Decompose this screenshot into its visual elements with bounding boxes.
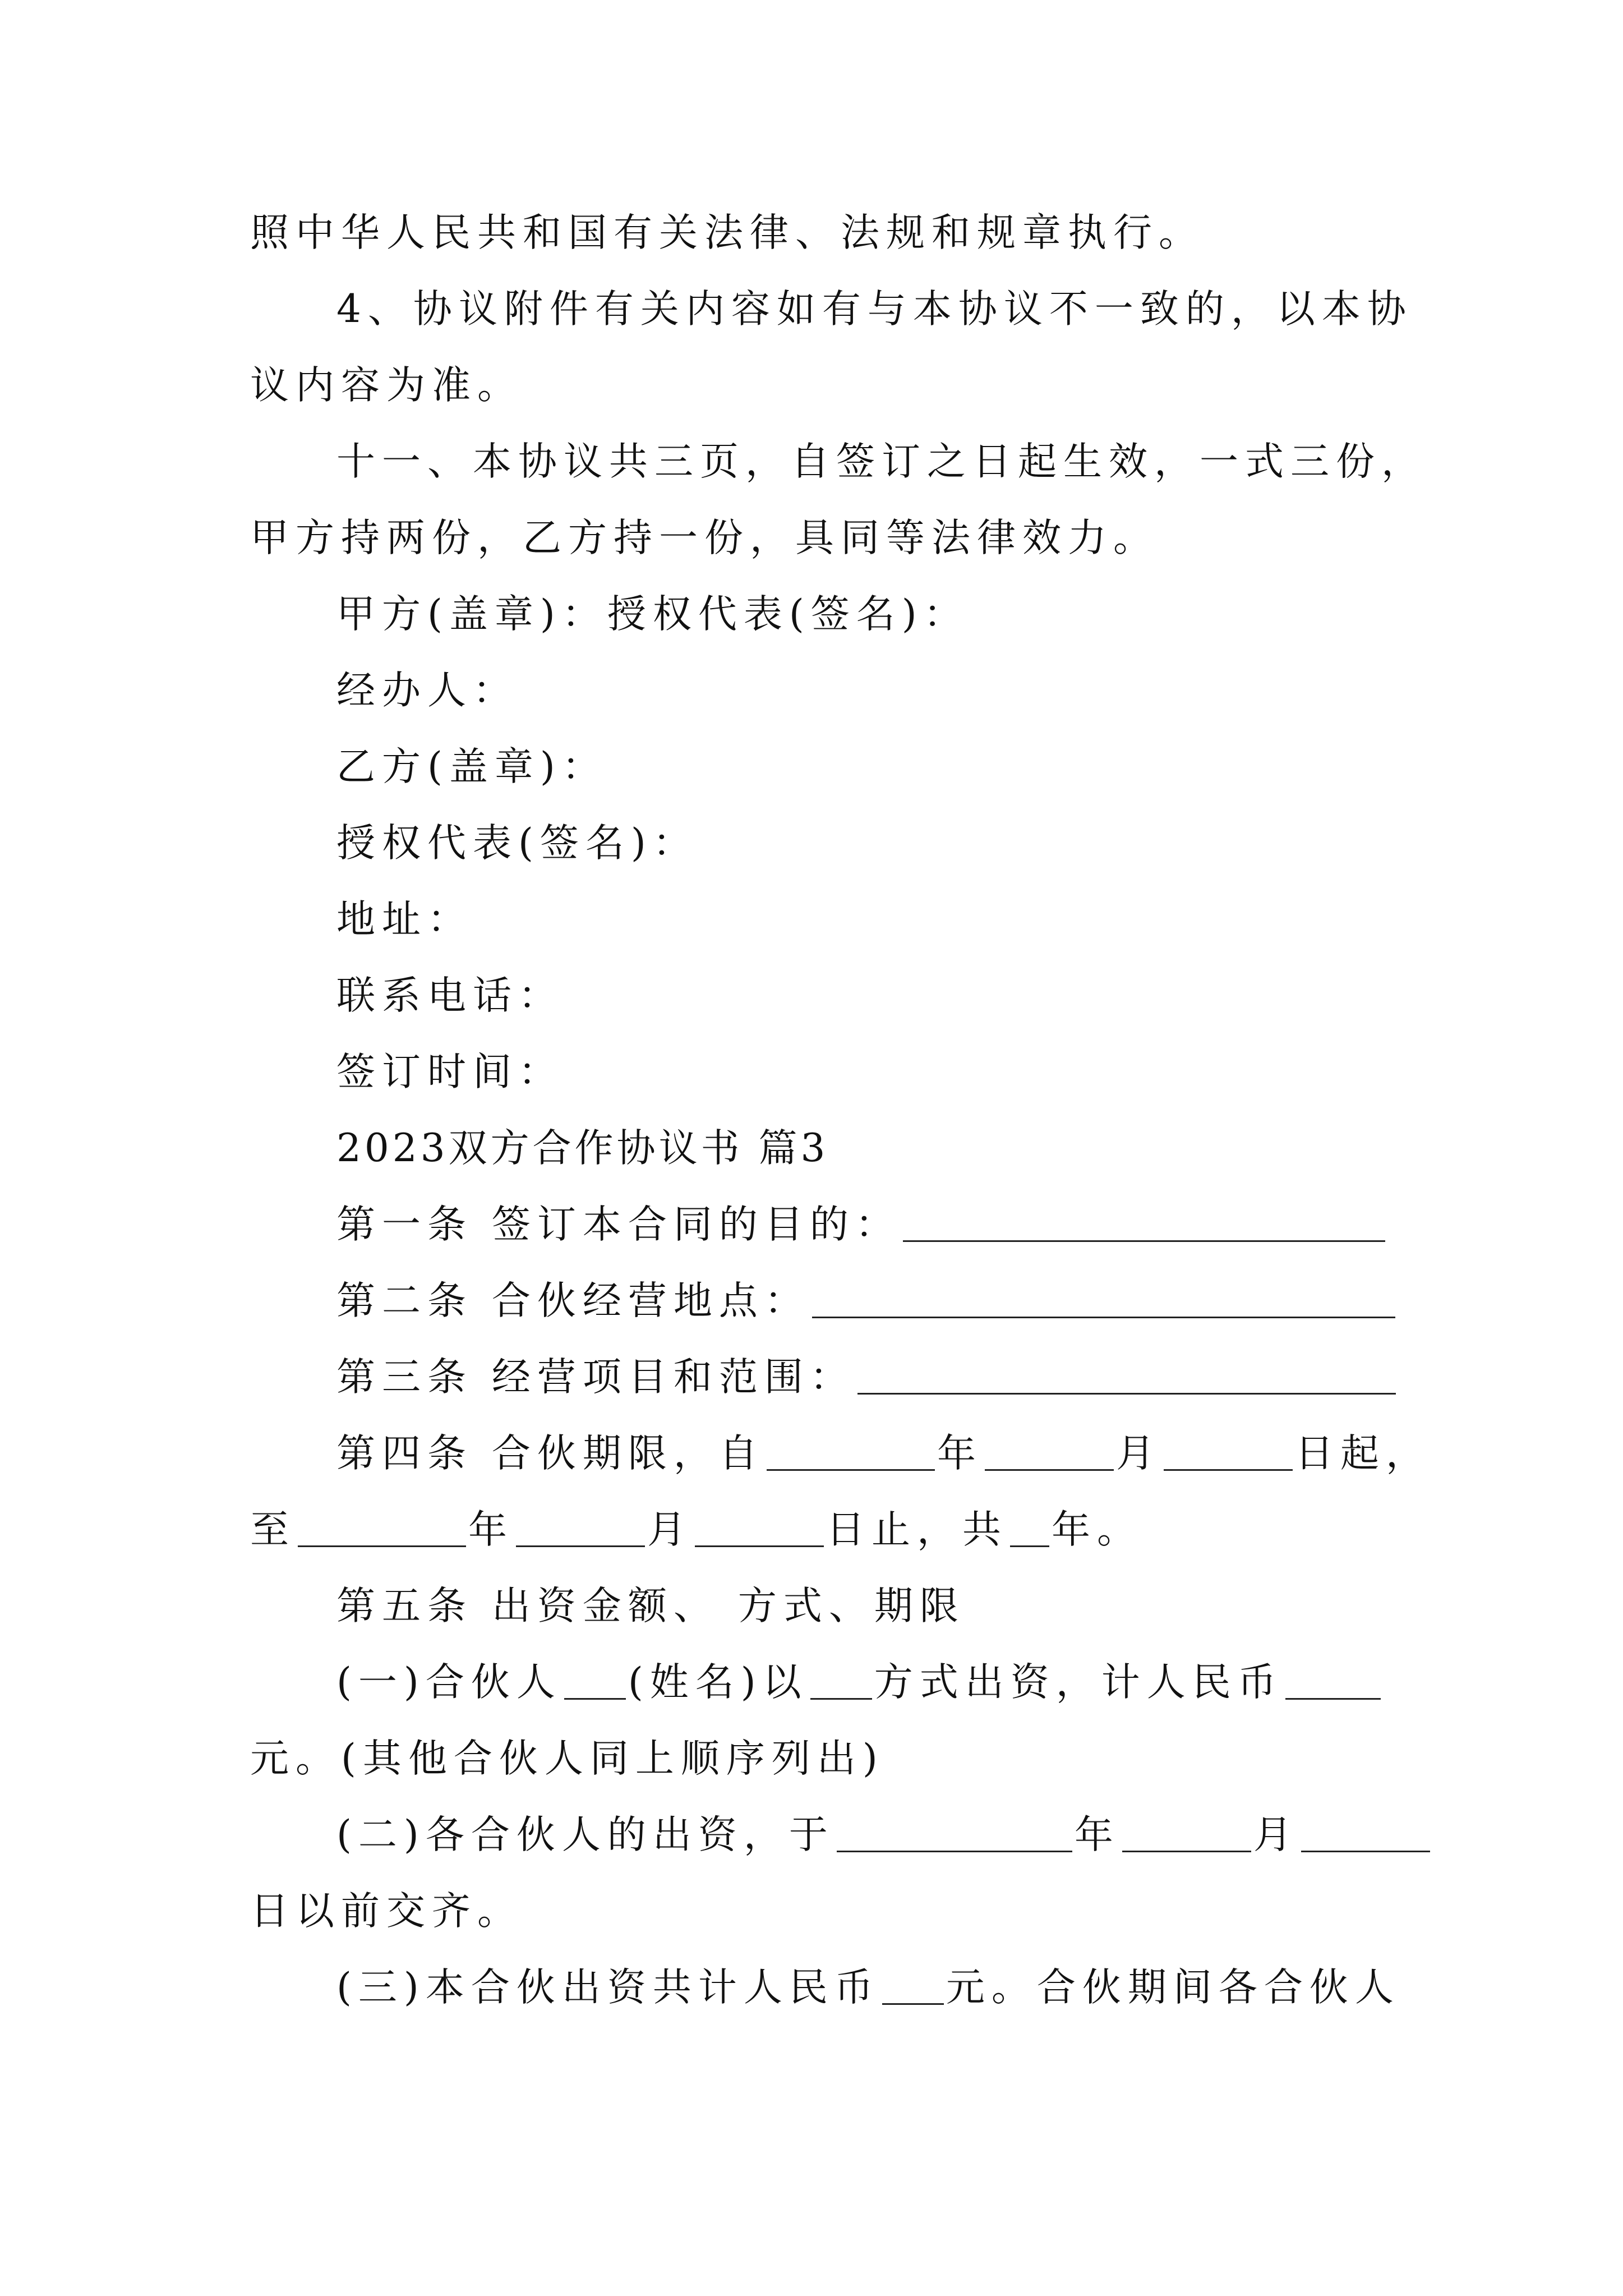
fill-blank [1285,1659,1381,1700]
article-1: 第一条 签订本合同的目的： [0,1199,1623,1250]
article-2: 第二条 合伙经营地点： [0,1276,1623,1326]
item-1: (一)合伙人 (姓名)以 方式出资，计人民币 [0,1657,1623,1708]
text-line [0,208,1623,258]
paragraph-text: 甲方持两份，乙方持一份，具同等法律效力。 [250,516,1159,560]
fill-blank [1301,1811,1430,1852]
fill-blank [298,1506,466,1547]
fill-blank [882,1964,944,2005]
item-2-continued: 日以前交齐。 [250,1889,523,1934]
text-line [0,513,1623,563]
text-line [0,284,1623,334]
fill-blank [903,1201,1385,1242]
item-2: (二)各合伙人的出资，于 年 月 [0,1810,1623,1860]
text-line [0,436,1623,487]
item-1-continued: 元。(其他合伙人同上顺序列出) [250,1736,884,1781]
fill-blank [564,1659,626,1700]
fill-blank [1122,1811,1251,1852]
fill-blank [1010,1506,1049,1547]
article-3: 第三条 经营项目和范围： [0,1352,1623,1402]
paragraph-text: 议内容为准。 [250,363,523,408]
signature-phone: 联系电话： [336,973,564,1018]
signature-party-b: 乙方(盖章)： [336,744,607,789]
signature-handler: 经办人： [336,668,518,713]
signature-party-a: 甲方(盖章)：授权代表(签名)： [336,592,969,637]
text-line [0,360,1623,411]
paragraph-text: 4、协议附件有关内容如有与本协议不一致的，以本协 [336,287,1413,332]
fill-blank [1164,1430,1293,1471]
article-4: 第四条 合伙期限，自 年 月 日起， [336,1431,1431,1476]
paragraph-text: 照中华人民共和国有关法律、法规和规章执行。 [250,210,1204,255]
fill-blank [985,1430,1114,1471]
item-3: (三)本合伙出资共计人民币 元。合伙期间各合伙人 [336,1965,1400,2010]
fill-blank [695,1506,824,1547]
section-title: 2023双方合作协议书 篇3 [336,1126,829,1171]
fill-blank [767,1430,935,1471]
fill-blank [810,1659,872,1700]
signature-date: 签订时间： [336,1050,564,1094]
fill-blank [857,1354,1396,1395]
signature-address: 地址： [336,897,473,942]
signature-representative: 授权代表(签名)： [336,821,698,866]
fill-blank [812,1277,1395,1318]
article-5: 第五条 出资金额、 方式、期限 [336,1584,965,1628]
fill-blank [837,1811,1072,1852]
paragraph-text: 十一、本协议共三页，自签订之日起生效，一式三份， [336,439,1427,484]
article-4-continued: 至 年 月 日止，共 年。 [250,1507,1142,1552]
fill-blank [516,1506,645,1547]
